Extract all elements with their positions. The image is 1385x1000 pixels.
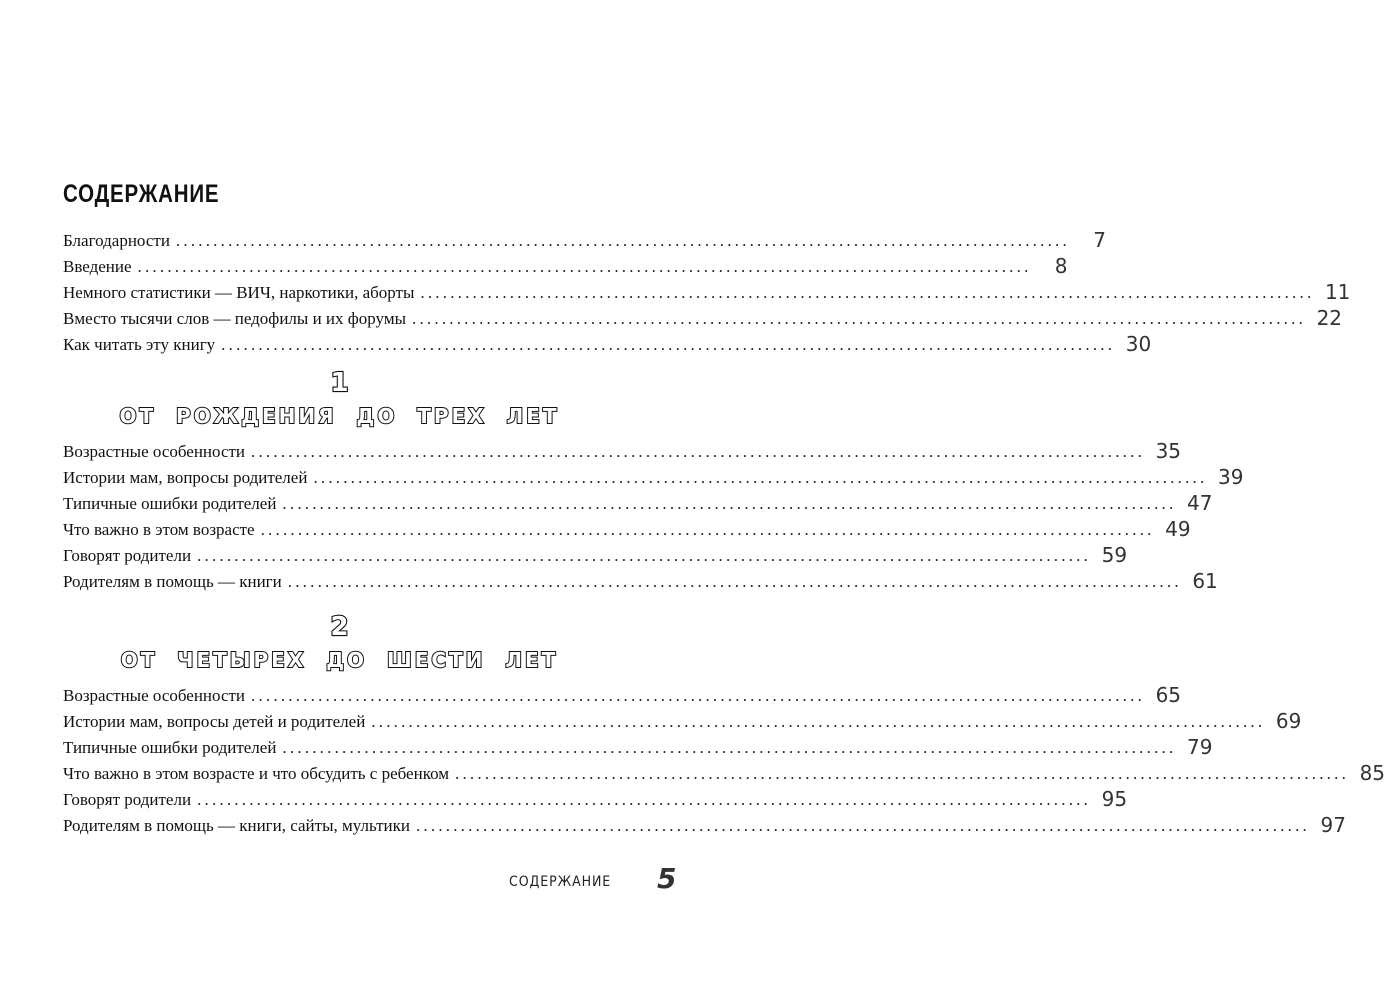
dot-leader: ........................................................................................................................: [137, 257, 1032, 276]
toc-entry-page: 30: [1121, 333, 1151, 355]
toc-entry-page: 85: [1355, 762, 1385, 784]
toc-entry[interactable]: [63, 225, 1106, 252]
toc-entry-page: 61: [1188, 570, 1218, 592]
toc-intro-list: [63, 225, 1351, 356]
toc-entry-label: Истории мам, вопросы детей и родителей: [63, 712, 366, 731]
toc-entry-label: Немного статистики — ВИЧ, наркотики, аборты: [63, 283, 415, 302]
dot-leader: ........................................................................................................................: [260, 520, 1155, 539]
toc-entry[interactable]: [63, 251, 1068, 278]
toc-entry-page: 11: [1320, 281, 1350, 303]
toc-entry[interactable]: [63, 277, 1351, 304]
toc-entry-page: 59: [1097, 544, 1127, 566]
dot-leader: ........................................................................................................................: [282, 494, 1177, 513]
toc-entry-label: Благодарности: [63, 231, 170, 250]
toc-entry-label: Введение: [63, 257, 132, 276]
toc-entry-page: 65: [1151, 684, 1181, 706]
toc-entry[interactable]: [63, 784, 1128, 811]
dot-leader: ........................................................................................................................: [282, 738, 1177, 757]
dot-leader: ........................................................................................................................: [420, 283, 1315, 302]
toc-entry-page: 79: [1182, 736, 1212, 758]
toc-entry-label: Возрастные особенности: [63, 686, 246, 705]
toc-entry-label: Типичные ошибки родителей: [63, 494, 277, 513]
dot-leader: ........................................................................................................................: [287, 572, 1182, 591]
dot-leader: ........................................................................................................................: [251, 686, 1146, 705]
toc-entry[interactable]: [63, 488, 1213, 515]
section-number: 2: [330, 612, 349, 642]
toc-entry[interactable]: [63, 540, 1128, 567]
toc-entry-label: Говорят родители: [63, 790, 192, 809]
toc-entry-label: Родителям в помощь — книги: [63, 572, 282, 591]
toc-entry-label: Истории мам, вопросы родителей: [63, 468, 308, 487]
toc-entry-page: 7: [1076, 229, 1106, 251]
dot-leader: ........................................................................................................................: [175, 231, 1070, 250]
toc-entry[interactable]: [63, 810, 1346, 837]
toc-entry-page: 35: [1151, 440, 1181, 462]
toc-entry[interactable]: [63, 436, 1182, 463]
dot-leader: ........................................................................................................................: [371, 712, 1266, 731]
toc-entry-page: 49: [1161, 518, 1191, 540]
dot-leader: ........................................................................................................................: [221, 335, 1116, 354]
toc-entry[interactable]: [63, 758, 1385, 785]
toc-entry-page: 8: [1038, 255, 1068, 277]
toc-entry-page: 95: [1097, 788, 1127, 810]
dot-leader: ........................................................................................................................: [415, 816, 1310, 835]
toc-entry[interactable]: [63, 732, 1213, 759]
running-head: СОДЕРЖАНИЕ: [509, 874, 612, 890]
dot-leader: ........................................................................................................................: [455, 764, 1350, 783]
toc-entry-label: Вместо тысячи слов — педофилы и их форумы: [63, 309, 407, 328]
toc-entry[interactable]: [63, 706, 1302, 733]
toc-entry[interactable]: [63, 680, 1182, 707]
toc-entry-page: 39: [1213, 466, 1243, 488]
toc-entry-page: 22: [1312, 307, 1342, 329]
dot-leader: ........................................................................................................................: [313, 468, 1208, 487]
toc-entry-label: Возрастные особенности: [63, 442, 246, 461]
toc-entry-page: 47: [1182, 492, 1212, 514]
page-number: 5: [657, 862, 677, 895]
toc-entry[interactable]: [63, 514, 1191, 541]
dot-leader: ........................................................................................................................: [412, 309, 1307, 328]
dot-leader: ........................................................................................................................: [197, 790, 1092, 809]
toc-entry[interactable]: [63, 329, 1152, 356]
section-title: ОТ ЧЕТЫРЕХ ДО ШЕСТИ ЛЕТ: [120, 648, 559, 672]
toc-entry-label: Родителям в помощь — книги, сайты, мультики: [63, 816, 410, 835]
toc-section-list: [63, 436, 1244, 593]
toc-entry-label: Типичные ошибки родителей: [63, 738, 277, 757]
toc-entry[interactable]: [63, 303, 1343, 330]
toc-title: СОДЕРЖАНИЕ: [63, 180, 220, 208]
toc-entry[interactable]: [63, 462, 1244, 489]
toc-entry-label: Что важно в этом возрасте: [63, 520, 255, 539]
toc-section-list: [63, 680, 1385, 837]
toc-entry-label: Что важно в этом возрасте и что обсудить с ребенком: [63, 764, 450, 783]
toc-entry-page: 97: [1316, 814, 1346, 836]
toc-entry-label: Как читать эту книгу: [63, 335, 216, 354]
section-number: 1: [330, 368, 349, 398]
dot-leader: ........................................................................................................................: [251, 442, 1146, 461]
toc-entry[interactable]: [63, 566, 1218, 593]
section-title: ОТ РОЖДЕНИЯ ДО ТРЕХ ЛЕТ: [119, 404, 560, 428]
toc-entry-label: Говорят родители: [63, 546, 192, 565]
dot-leader: ........................................................................................................................: [197, 546, 1092, 565]
toc-entry-page: 69: [1271, 710, 1301, 732]
